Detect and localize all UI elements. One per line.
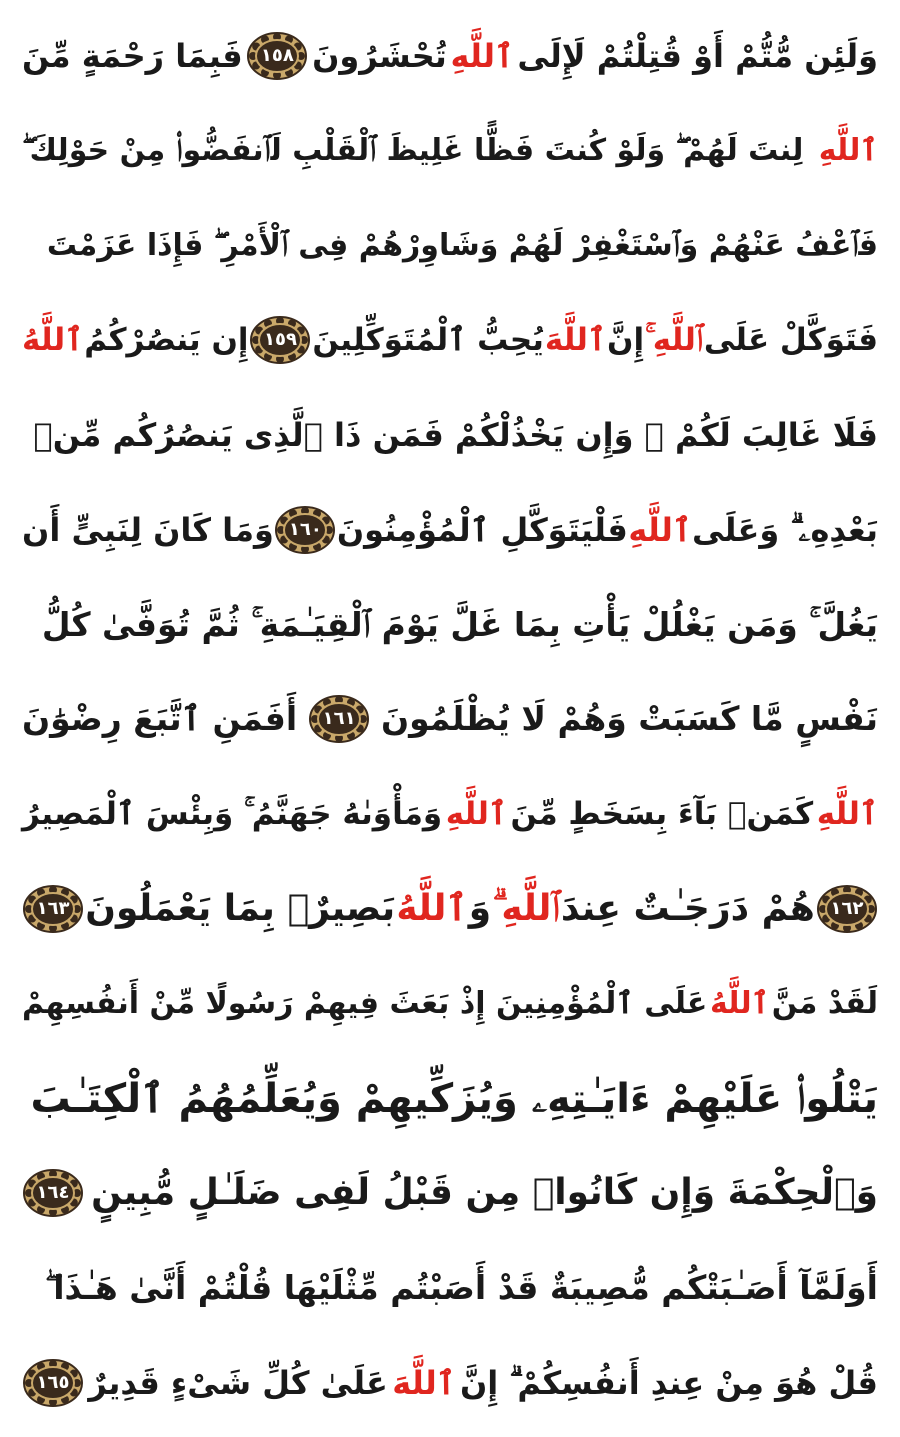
ayah-number-marker xyxy=(22,1168,84,1218)
ayah-number: ١٦١ xyxy=(322,708,356,730)
text-line xyxy=(22,1151,878,1235)
ayah-number: ١٥٨ xyxy=(260,45,294,66)
verse-text: كَمَنۢ بَآءَ بِسَخَطٍ مِّنَ xyxy=(510,796,814,833)
verse-text: فَبِمَا رَحْمَةٍ مِّنَ xyxy=(22,37,243,75)
verse-text: فَلَا غَالِبَ لَكُمْ ۖ وَإِن يَخْذُلْكُمْ فَمَن ذَا ٱلَّذِى يَنصُرُكُم مِّنۢ xyxy=(33,416,878,455)
divine-name-text: ٱللَّهُ xyxy=(396,888,468,930)
verse-text: بَعْدِهِۦ ۗ وَعَلَى xyxy=(692,510,878,549)
verse-text: عَلَىٰ كُلِّ شَىْءٍ قَدِيرٌ xyxy=(88,1363,388,1402)
divine-name-text: ٱللَّهِ xyxy=(818,132,878,168)
ayah-number-marker xyxy=(308,694,370,744)
ayah-number-marker xyxy=(249,315,311,365)
verse-text: لَقَدْ مَنَّ xyxy=(771,985,878,1021)
divine-name-text: ٱللَّهِ xyxy=(628,510,692,549)
text-line xyxy=(22,962,878,1046)
divine-name-text: ٱللَّهِ ۗ xyxy=(492,888,560,930)
text-line xyxy=(22,14,878,98)
ayah-number: ١٥٩ xyxy=(264,329,297,351)
verse-text: يَغُلَّ ۚ وَمَن يَغْلُلْ يَأْتِ بِمَا غَلَّ يَوْمَ ٱلْقِيَـٰمَةِ ۚ ثُمَّ تُوَفَّىٰ كُلُّ xyxy=(41,604,878,644)
ayah-number: ١٦٢ xyxy=(830,898,864,920)
verse-text: أَوَلَمَّآ أَصَـٰبَتْكُم مُّصِيبَةٌ قَدْ أَصَبْتُم مِّثْلَيْهَا قُلْتُمْ أَنَّىٰ هَـٰذَا ۖ xyxy=(44,1268,878,1308)
divine-name-text: ٱللَّهَ xyxy=(544,322,607,359)
verse-text: عَلَى ٱلْمُؤْمِنِينَ إِذْ بَعَثَ فِيهِمْ رَسُولًا مِّنْ أَنفُسِهِمْ xyxy=(22,985,708,1021)
text-line xyxy=(22,1246,878,1330)
verse-text: يَتْلُوا۟ عَلَيْهِمْ ءَايَـٰتِهِۦ وَيُزَكِّيهِمْ وَيُعَلِّمُهُمُ ٱلْكِتَـٰبَ xyxy=(30,1075,878,1122)
divine-name-text: ٱللَّهِ ۚ xyxy=(645,322,703,359)
text-line xyxy=(22,393,878,477)
ayah-number-marker xyxy=(22,1358,84,1408)
verse-text: تُحْشَرُونَ xyxy=(312,37,447,75)
text-line xyxy=(22,1341,878,1425)
text-line xyxy=(22,298,878,382)
divine-name-text: ٱللَّهِ xyxy=(445,796,507,833)
ayah-number-marker xyxy=(246,31,308,81)
verse-text: فَٱعْفُ عَنْهُمْ وَٱسْتَغْفِرْ لَهُمْ وَشَاوِرْهُمْ فِى ٱلْأَمْرِ ۖ فَإِذَا عَزَمْتَ xyxy=(46,227,878,263)
verse-text: وَ xyxy=(468,888,492,930)
verse-text: هُمْ دَرَجَـٰتٌ عِندَ xyxy=(560,888,815,930)
verse-text: إِن يَنصُرْكُمُ xyxy=(84,322,249,359)
verse-text: فَلْيَتَوَكَّلِ ٱلْمُؤْمِنُونَ xyxy=(336,510,628,549)
verse-text: بَصِيرٌۢ بِمَا يَعْمَلُونَ xyxy=(85,888,396,930)
ayah-number: ١٦٠ xyxy=(288,518,322,540)
verse-text: وَمَأْوَىٰهُ جَهَنَّمُ ۚ وَبِئْسَ ٱلْمَصِيرُ xyxy=(22,796,443,833)
verse-text: فَتَوَكَّلْ عَلَى xyxy=(703,322,878,359)
verse-text: يُحِبُّ ٱلْمُتَوَكِّلِينَ xyxy=(312,322,544,359)
verse-text: إِنَّ xyxy=(607,322,645,359)
ayah-number-marker xyxy=(274,505,336,555)
divine-name-text: ٱللَّهُ xyxy=(709,985,770,1021)
ayah-number: ١٦٥ xyxy=(36,1371,70,1393)
text-line xyxy=(22,204,878,288)
text-line xyxy=(22,867,878,951)
text-line xyxy=(22,583,878,667)
text-line xyxy=(22,772,878,856)
verse-text: وَلَئِن مُّتُّمْ أَوْ قُتِلْتُمْ لَإِلَى xyxy=(517,37,878,75)
verse-text: وَٱلْحِكْمَةَ وَإِن كَانُوا۟ مِن قَبْلُ لَفِى ضَلَـٰلٍ مُّبِينٍ xyxy=(91,1172,878,1214)
divine-name-text: ٱللَّهِ xyxy=(450,37,514,75)
text-line xyxy=(22,109,878,193)
text-lines xyxy=(22,14,878,1425)
ayah-number-marker xyxy=(816,884,878,934)
verse-text: لِنتَ لَهُمْ ۖ وَلَوْ كُنتَ فَظًّا غَلِيظَ ٱلْقَلْبِ لَٱنفَضُّوا۟ مِنْ حَوْلِكَ ۖ xyxy=(22,132,804,168)
divine-name-text: ٱللَّهَ xyxy=(392,1363,456,1402)
divine-name-text: ٱللَّهُ xyxy=(22,322,84,359)
ayah-number: ١٦٤ xyxy=(36,1182,70,1204)
text-line xyxy=(22,488,878,572)
divine-name-text: ٱللَّهِ xyxy=(816,796,878,833)
verse-text: نَفْسٍ مَّا كَسَبَتْ وَهُمْ لَا يُظْلَمُونَ xyxy=(380,699,878,739)
verse-text: قُلْ هُوَ مِنْ عِندِ أَنفُسِكُمْ ۗ إِنَّ xyxy=(459,1363,878,1402)
verse-text: أَفَمَنِ ٱتَّبَعَ رِضْوَٰنَ xyxy=(22,699,298,739)
text-line xyxy=(22,1057,878,1141)
ayah-number-marker xyxy=(22,884,84,934)
verse-text: وَمَا كَانَ لِنَبِىٍّ أَن xyxy=(22,510,274,549)
text-line xyxy=(22,677,878,761)
ayah-number: ١٦٣ xyxy=(36,898,70,920)
